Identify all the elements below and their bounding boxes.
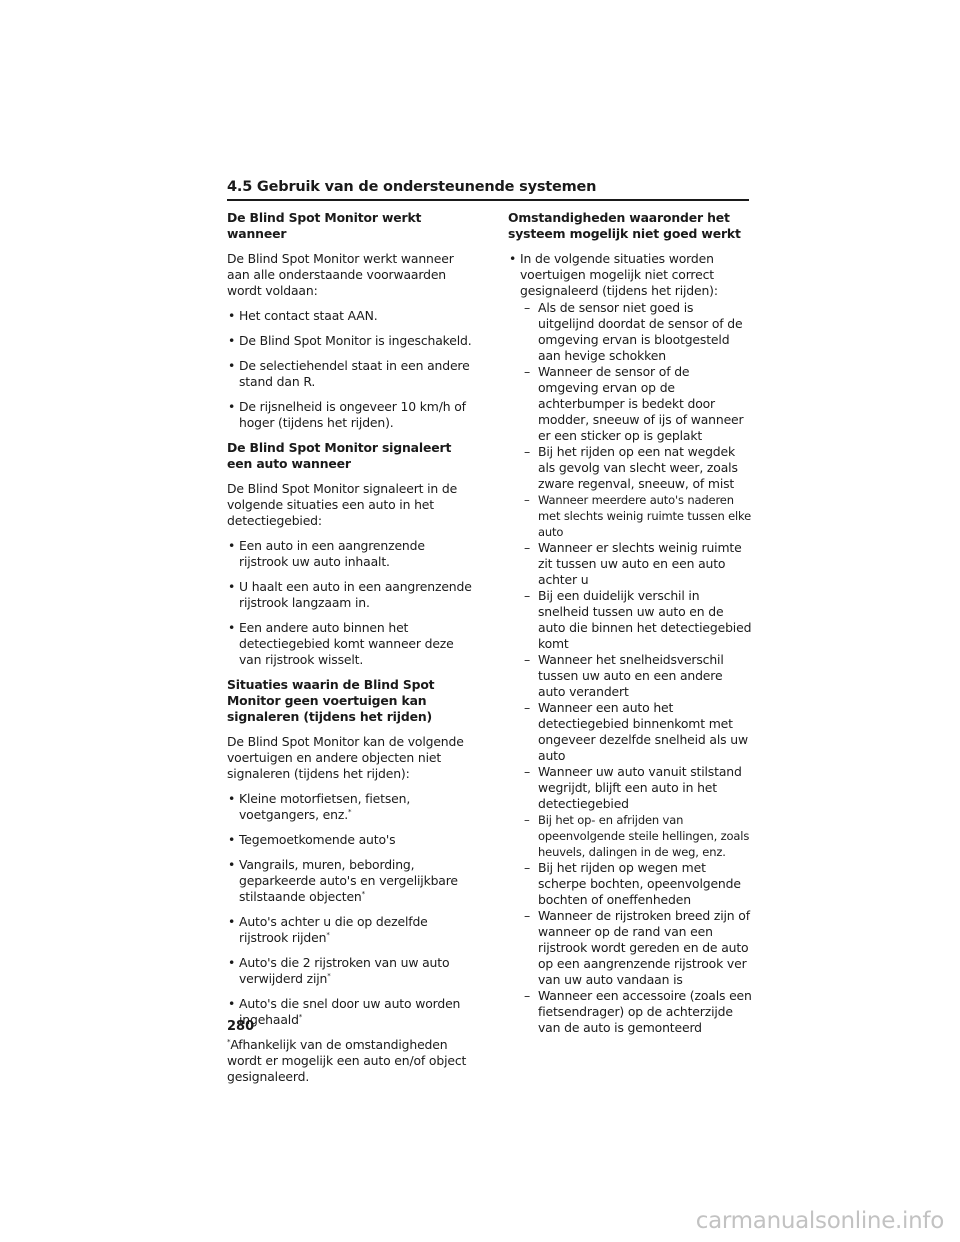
right-column [508, 210, 753, 1045]
paragraph-signals: De Blind Spot Monitor signaleert in de volgende situaties een auto in het detectiegebied: [227, 481, 458, 528]
list-item: – Wanneer meerdere auto's naderen met slechts weinig ruimte tussen elke auto [524, 493, 752, 539]
list-item: – Wanneer een accessoire (zoals een fietsendrager) op de achterzijde van de auto is gemonteerd [524, 988, 752, 1035]
list-item: • Een auto in een aangrenzende rijstrook uw auto inhaalt. [228, 538, 425, 569]
heading-signals-when: De Blind Spot Monitor signaleert een auto wanneer [227, 440, 452, 471]
limitations-list [508, 251, 753, 1036]
list-item: – Als de sensor niet goed is uitgelijnd doordat de sensor of de omgeving ervan is blootgesteld aan hevige schokken [524, 300, 743, 363]
list-item: – Bij het rijden op een nat wegdek als gevolg van slecht weer, zoals zware regenval, sneeuw, of mist [524, 444, 738, 491]
heading-not-detected: Situaties waarin de Blind Spot Monitor geen voertuigen kan signaleren (tijdens het rijden) [227, 677, 435, 724]
list-item: • Auto's achter u die op dezelfde rijstrook rijden* [228, 914, 428, 945]
page-number: 280 [227, 1019, 255, 1034]
paragraph-conditions: De Blind Spot Monitor werkt wanneer aan alle onderstaande voorwaarden wordt voldaan: [227, 251, 454, 298]
paragraph-not-detected: De Blind Spot Monitor kan de volgende voertuigen en andere objecten niet signaleren (tijdens het rijden): [227, 734, 464, 781]
list-item: – Wanneer de sensor of de omgeving ervan op de achterbumper is bedekt door modder, sneeuw of ijs of wanneer er een sticker op is geplakt [524, 364, 744, 443]
watermark: carmanualsonline.info [695, 1208, 944, 1234]
list-item: • Vangrails, muren, bebording, geparkeerde auto's en vergelijkbare stilstaande objecten* [228, 857, 458, 904]
list-item: • Tegemoetkomende auto's [228, 832, 396, 847]
list-item: – Wanneer de rijstroken breed zijn of wanneer op de rand van een rijstrook wordt gereden en de auto op een aangrenzende rijstrook ver van uw auto vandaan is [524, 908, 750, 987]
conditions-list [227, 308, 475, 431]
list-item: • Een andere auto binnen het detectiegebied komt wanneer deze van rijstrook wisselt. [228, 620, 454, 667]
list-item: – Bij het rijden op wegen met scherpe bochten, opeenvolgende bochten of oneffenheden [524, 860, 741, 907]
footnote-marker: * [361, 889, 365, 898]
list-item: • De selectiehendel staat in een andere stand dan R. [228, 358, 470, 389]
list-item: • In de volgende situaties worden voertuigen mogelijk niet correct gesignaleerd (tijdens het rijden): – Als de sensor niet goed is uitgelijnd doordat de sensor of de omgeving ervan is blootgesteld aan hevige schokken – Wanneer de sensor of de omgeving ervan op de achterbumper is bedekt door modder, sneeuw of ijs of wanneer er een sticker op is geplakt – Bij het rijden op een nat wegdek als gevolg van slecht weer, zoals zware regenval, sneeuw, of mist – Wanneer meerdere auto's naderen met slechts weinig ruimte tussen elke auto – Wanneer er slechts weinig ruimte zit tussen uw auto en een auto achter u – Bij een duidelijk verschil in snelheid tussen uw auto en de auto die binnen het detectiegebied komt – Wanneer het snelheidsverschil tussen uw auto en een andere auto verandert – Wanneer een auto het detectiegebied binnenkomt met ongeveer dezelfde snelheid als uw auto – Wanneer uw auto vanuit stilstand wegrijdt, blijft een auto in het detectiegebied – Bij het op- en afrijden van opeenvolgende steile hellingen, zoals heuvels, dalingen in de weg, enz. – Bij het rijden op wegen met scherpe bochten, opeenvolgende bochten of oneffenheden – Wanneer de rijstroken breed zijn of wanneer op de rand van een rijstrook wordt gereden en de auto op een aangrenzende rijstrook ver van uw auto vandaan is – Wanneer een accessoire (zoals een fietsendrager) op de achterzijde van de auto is gemonteerd [509, 251, 752, 1035]
section-title: 4.5 Gebruik van de ondersteunende systemen [227, 179, 597, 195]
footnote-marker: * [298, 1012, 303, 1021]
list-item: • Auto's die 2 rijstroken van uw auto verwijderd zijn* [228, 955, 450, 986]
footnote: *Afhankelijk van de omstandigheden wordt er mogelijk een auto en/of object gesignaleerd. [227, 1037, 467, 1084]
list-item: – Wanneer een auto het detectiegebied binnenkomt met ongeveer dezelfde snelheid als uw auto [524, 700, 748, 763]
situations-list [520, 300, 753, 1036]
left-column [227, 210, 475, 1085]
heading-limitations: Omstandigheden waaronder het systeem mogelijk niet goed werkt [508, 210, 741, 241]
list-item: • De rijsnelheid is ongeveer 10 km/h of hoger (tijdens het rijden). [228, 399, 466, 430]
list-item: – Bij het op- en afrijden van opeenvolgende steile hellingen, zoals heuvels, dalingen in de weg, enz. [524, 813, 750, 859]
list-item: – Bij een duidelijk verschil in snelheid tussen uw auto en de auto die binnen het detectiegebied komt [524, 588, 752, 651]
list-item: • Het contact staat AAN. [228, 308, 378, 323]
list-item: – Wanneer het snelheidsverschil tussen uw auto en een andere auto verandert [524, 652, 724, 699]
list-item: • Auto's die snel door uw auto worden ingehaald* [228, 996, 461, 1027]
list-item: • Kleine motorfietsen, fietsen, voetgangers, enz.* [228, 791, 411, 822]
list-item: • U haalt een auto in een aangrenzende rijstrook langzaam in. [228, 579, 472, 610]
list-item: – Wanneer er slechts weinig ruimte zit tussen uw auto en een auto achter u [524, 540, 742, 587]
footnote-marker: * [326, 930, 330, 939]
not-detected-list [227, 791, 475, 1028]
heading-works-when: De Blind Spot Monitor werkt wanneer [227, 210, 422, 241]
list-item: • De Blind Spot Monitor is ingeschakeld. [228, 333, 472, 348]
footnote-marker: * [348, 807, 352, 816]
header-divider [227, 199, 749, 201]
signals-list [227, 538, 475, 668]
list-item: – Wanneer uw auto vanuit stilstand wegrijdt, blijft een auto in het detectiegebied [524, 764, 742, 811]
footnote-marker: * [227, 1037, 231, 1046]
footnote-marker: * [327, 971, 331, 980]
